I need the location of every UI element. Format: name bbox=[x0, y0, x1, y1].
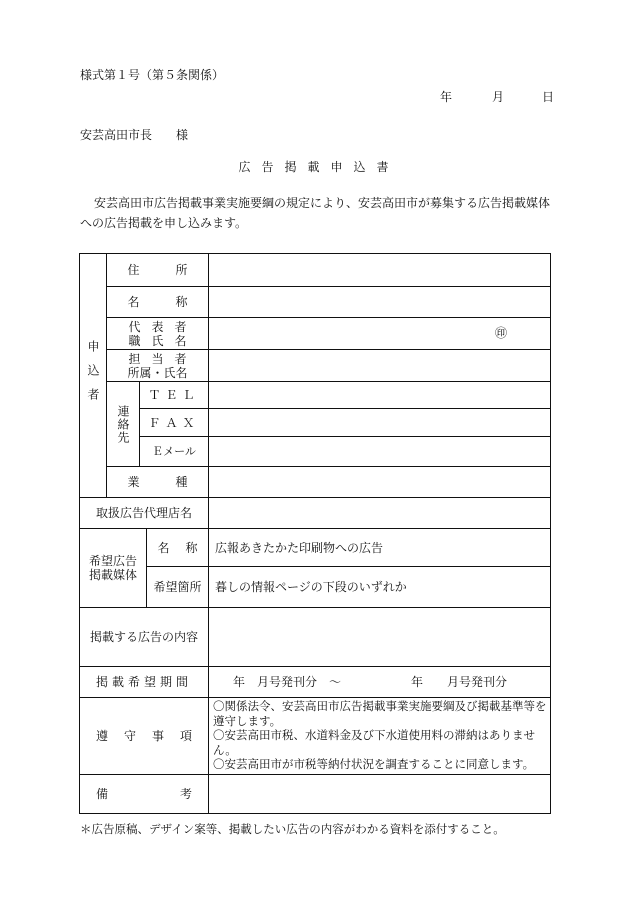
contact-group-label: 連絡先 bbox=[116, 404, 130, 444]
addressee bbox=[80, 126, 189, 143]
compliance-item-1: 〇関係法令、安芸高田市広告掲載事業実施要綱及び掲載基準等を遵守します。 bbox=[213, 699, 547, 728]
address-field[interactable] bbox=[209, 254, 550, 286]
email-field[interactable] bbox=[209, 437, 550, 466]
industry-field[interactable] bbox=[209, 467, 550, 497]
period-from: 年 月号発刊分 ～ bbox=[233, 675, 342, 689]
remarks-label: 備 考 bbox=[96, 787, 192, 801]
addressee-name: 安芸高田市長 bbox=[80, 128, 153, 142]
contact-person-label: 担 当 者 所属・氏名 bbox=[127, 351, 188, 380]
agency-label: 取扱広告代理店名 bbox=[95, 506, 192, 520]
ad-content-field[interactable] bbox=[209, 608, 550, 666]
compliance-items bbox=[213, 699, 547, 772]
applicant-group-label: 申込者 bbox=[86, 339, 100, 412]
email-label: Ｅメール bbox=[152, 444, 196, 458]
period-field[interactable] bbox=[209, 667, 550, 697]
form-number: 様式第１号（第５条関係） bbox=[80, 68, 225, 82]
industry-label: 業 種 bbox=[127, 475, 188, 489]
media-name-label: 名 称 bbox=[157, 540, 198, 555]
contact-person-field[interactable] bbox=[209, 350, 550, 381]
tel-field[interactable] bbox=[209, 382, 550, 408]
name-field[interactable] bbox=[209, 287, 550, 317]
date-month: 月 bbox=[492, 90, 505, 104]
addressee-suffix: 様 bbox=[176, 128, 189, 142]
address-label: 住 所 bbox=[127, 263, 188, 277]
agency-field[interactable] bbox=[209, 498, 550, 528]
footnote: ＊広告原稿、デザイン案等、掲載したい広告の内容がわかる資料を添付すること。 bbox=[80, 822, 505, 836]
media-place-value: 暮しの情報ページの下段のいずれか bbox=[215, 580, 407, 594]
tel-label: ＴＥＬ bbox=[148, 388, 200, 402]
compliance-item-2: 〇安芸高田市税、水道料金及び下水道使用料の滞納はありません。 bbox=[213, 728, 535, 757]
name-label: 名 称 bbox=[127, 295, 188, 309]
ad-content-label: 掲載する広告の内容 bbox=[89, 630, 198, 644]
representative-label: 代 表 者 職 氏 名 bbox=[128, 319, 187, 348]
period-to: 年 月号発刊分 bbox=[411, 675, 508, 689]
date-year: 年 bbox=[440, 90, 453, 104]
media-group-label: 希望広告 掲載媒体 bbox=[88, 554, 137, 582]
date-day: 日 bbox=[542, 90, 555, 104]
media-place-label: 希望箇所 bbox=[153, 580, 202, 594]
media-name-value: 広報あきたかた印刷物への広告 bbox=[215, 540, 384, 555]
intro-text: 安芸高田市広告掲載事業実施要綱の規定により、安芸高田市が募集する広告掲載媒体への広告掲載を申し込みます。 bbox=[80, 196, 551, 230]
compliance-label: 遵 守 事 項 bbox=[96, 729, 192, 743]
representative-field[interactable] bbox=[209, 318, 550, 349]
table-border-right bbox=[550, 253, 551, 813]
table-border-bottom bbox=[79, 813, 551, 814]
period-label: 掲載希望期間 bbox=[95, 675, 192, 689]
form-title: 広告掲載申込書 bbox=[238, 160, 400, 174]
fax-field[interactable] bbox=[209, 409, 550, 436]
remarks-field[interactable] bbox=[209, 775, 550, 813]
compliance-item-3: 〇安芸高田市が市税等納付状況を調査することに同意します。 bbox=[213, 757, 535, 771]
seal-mark: ㊞ bbox=[495, 326, 508, 340]
fax-label: ＦＡＸ bbox=[148, 415, 200, 430]
application-form-table bbox=[79, 253, 551, 813]
